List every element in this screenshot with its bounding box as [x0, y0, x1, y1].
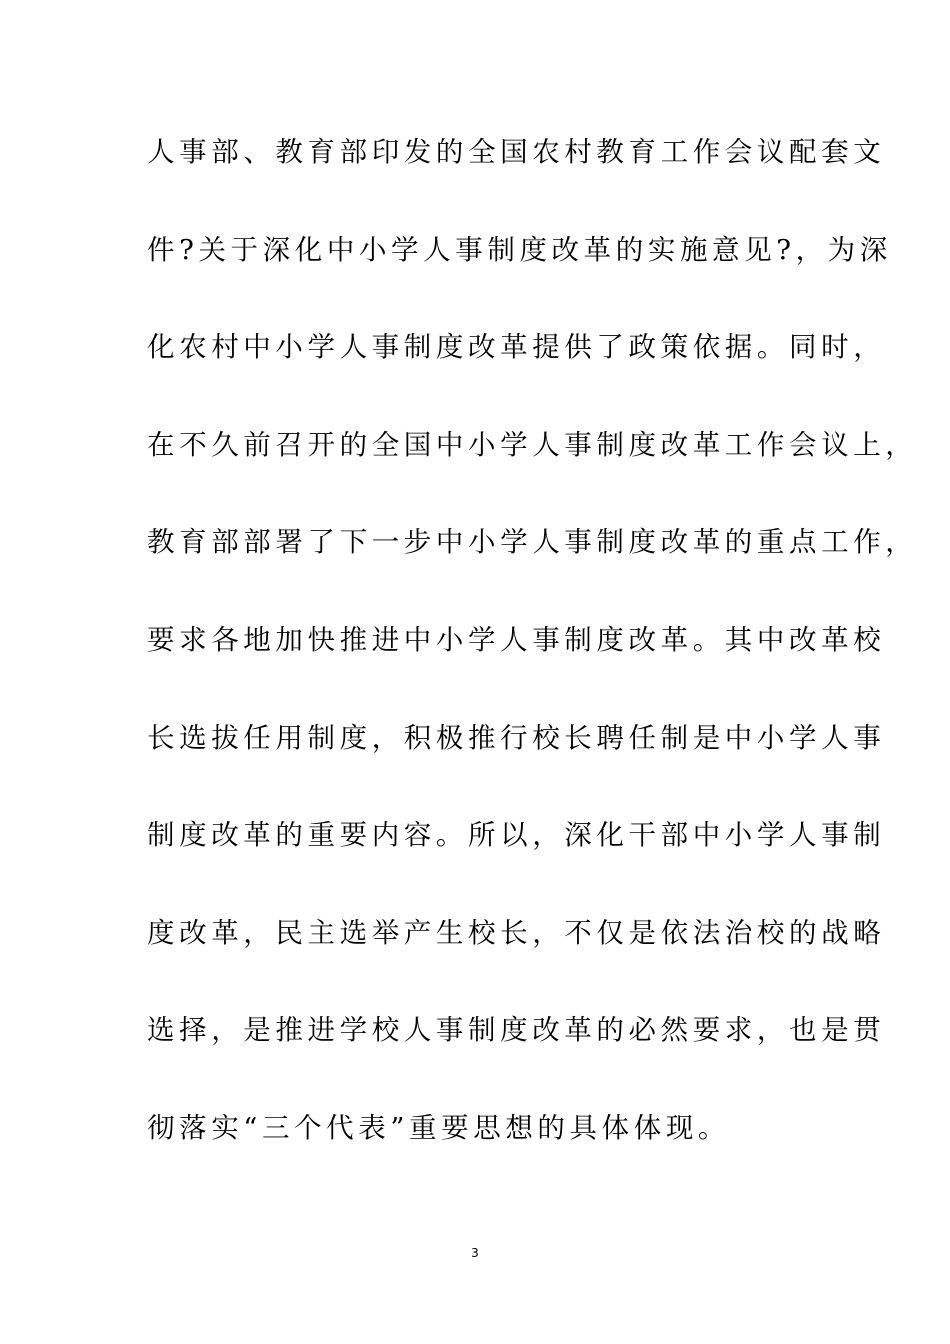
text-line-10: 选择，是推进学校人事制度改革的必然要求，也是贯 — [147, 1014, 886, 1047]
text-line-1: 人事部、教育部印发的全国农村教育工作会议配套文 — [147, 136, 886, 168]
text-line-6: 要求各地加快推进中小学人事制度改革。其中改革校 — [147, 623, 886, 656]
text-line-4: 在不久前召开的全国中小学人事制度改革工作会议上， — [147, 428, 918, 461]
page-number: 3 — [471, 1246, 479, 1260]
text-line-8: 制度改革的重要内容。所以，深化干部中小学人事制 — [147, 819, 886, 852]
text-line-5: 教育部部署了下一步中小学人事制度改革的重点工作， — [147, 526, 918, 559]
text-line-9: 度改革，民主选举产生校长，不仅是依法治校的战略 — [147, 916, 886, 949]
text-line-7: 长选拔任用制度，积极推行校长聘任制是中小学人事 — [147, 721, 886, 754]
text-line-2: 件?关于深化中小学人事制度改革的实施意见?，为深 — [147, 233, 892, 266]
text-line-11: 彻落实“三个代表”重要思想的具体体现。 — [147, 1111, 731, 1144]
body-paragraph — [147, 120, 918, 1194]
text-line-3: 化农村中小学人事制度改革提供了政策依据。同时， — [147, 331, 886, 364]
